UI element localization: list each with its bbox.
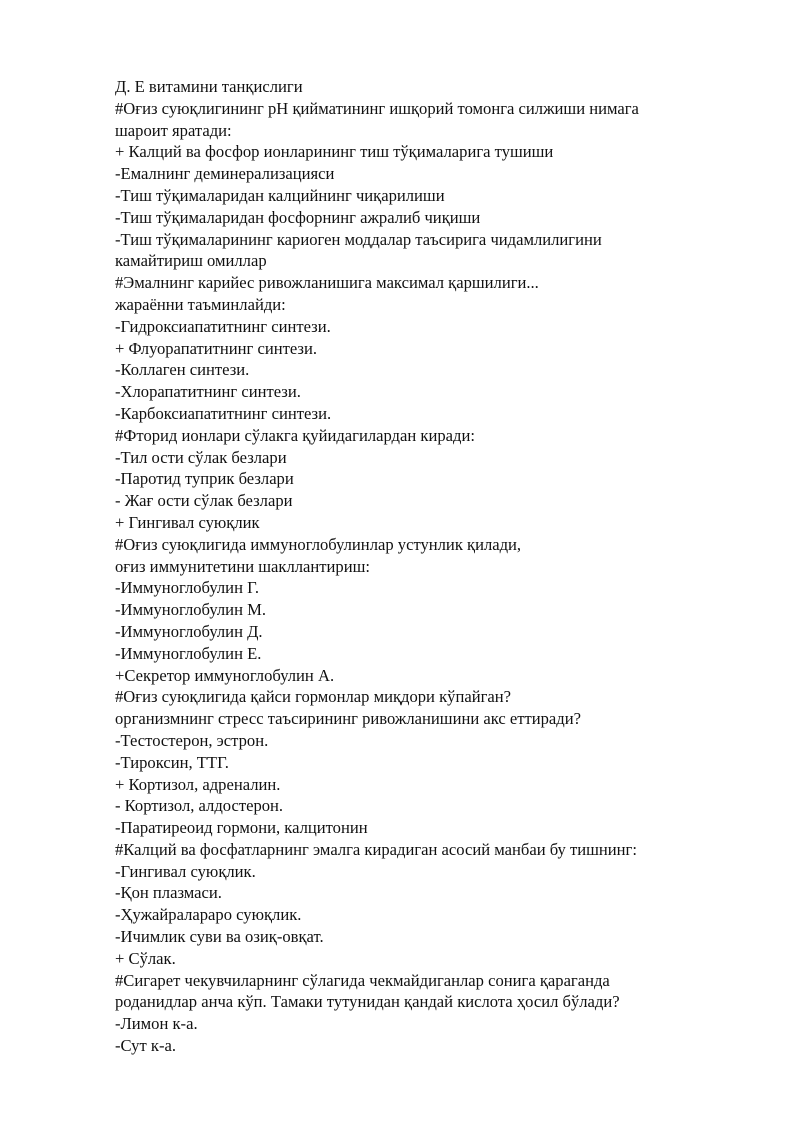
answer-line: -Ичимлик суви ва озиқ-овқат. — [115, 927, 324, 947]
answer-line: -Хлорапатитнинг синтези. — [115, 382, 301, 402]
answer-line: -Коллаген синтези. — [115, 360, 250, 380]
question-line: жараённи таъминлайди: — [115, 294, 286, 314]
answer-line: -Паратиреоид гормони, калцитонин — [115, 818, 368, 838]
document-page — [115, 76, 765, 1057]
answer-line: -Тестостерон, эстрон. — [115, 730, 269, 750]
answer-line: камайтириш омиллар — [115, 251, 267, 271]
question-line: оғиз иммунитетини шакллантириш: — [115, 556, 370, 576]
answer-line: -Иммуноглобулин Е. — [115, 643, 262, 663]
question-line: роданидлар анча кўп. Тамаки тутунидан қандай кислота ҳосил бўлади? — [115, 992, 620, 1012]
question-line: #Сигарет чекувчиларнинг сўлагида чекмайдиганлар сонига қараганда — [115, 970, 610, 990]
question-line: #Оғиз суюқлигининг pH қийматининг ишқорий томонга силжиши нимага — [115, 98, 639, 118]
correct-answer-line: +Секретор иммуноглобулин А. — [115, 665, 335, 685]
answer-line: -Иммуноглобулин М. — [115, 600, 266, 620]
answer-line: -Гингивал суюқлик. — [115, 861, 256, 881]
correct-answer-line: + Калций ва фосфор ионларининг тиш тўқималарига тушиши — [115, 142, 554, 162]
answer-line: -Карбоксиапатитнинг синтези. — [115, 403, 332, 423]
answer-line: -Ҳужайралараро суюқлик. — [115, 905, 302, 925]
answer-line: -Қон плазмаси. — [115, 883, 222, 903]
question-line: #Оғиз суюқлигида қайси гормонлар миқдори кўпайган? — [115, 687, 511, 707]
question-line: #Калций ва фосфатларнинг эмалга кирадиган асосий манбаи бу тишнинг: — [115, 839, 637, 859]
answer-line: -Тил ости сўлак безлари — [115, 447, 287, 467]
answer-line: -Емалнинг деминерализацияси — [115, 164, 335, 184]
answer-line: -Тиш тўқималаридан фосфорнинг ажралиб чиқиши — [115, 207, 481, 227]
correct-answer-line: + Гингивал суюқлик — [115, 512, 260, 532]
answer-line: -Иммуноглобулин Г. — [115, 578, 259, 598]
answer-line: -Тироксин, ТТГ. — [115, 752, 229, 772]
question-line: #Эмалнинг карийес ривожланишига максимал қаршилиги... — [115, 273, 539, 293]
answer-line: -Тиш тўқималаридан калцийнинг чиқарилиши — [115, 185, 445, 205]
answer-line: -Паротид туприк безлари — [115, 469, 294, 489]
answer-line: -Лимон к-а. — [115, 1014, 198, 1034]
correct-answer-line: + Сўлак. — [115, 948, 176, 968]
question-line: организмнинг стресс таъсирининг ривожланишини акс еттиради? — [115, 709, 581, 729]
answer-line: -Сут к-а. — [115, 1036, 176, 1056]
answer-line: - Жағ ости сўлак безлари — [115, 491, 293, 511]
correct-answer-line: + Кортизол, адреналин. — [115, 774, 281, 794]
correct-answer-line: + Флуорапатитнинг синтези. — [115, 338, 318, 358]
question-line: шароит яратади: — [115, 120, 232, 140]
answer-line: - Кортизол, алдостерон. — [115, 796, 284, 816]
text-line: Д. Е витамини танқислиги — [115, 77, 303, 96]
question-line: #Фторид ионлари сўлакга қуйидагилардан киради: — [115, 425, 475, 445]
answer-line: -Тиш тўқималарининг кариоген моддалар таъсирига чидамлилигини — [115, 229, 602, 249]
answer-line: -Гидроксиапатитнинг синтези. — [115, 316, 331, 336]
answer-line: -Иммуноглобулин Д. — [115, 621, 263, 641]
question-line: #Оғиз суюқлигида иммуноглобулинлар устунлик қилади, — [115, 534, 522, 554]
